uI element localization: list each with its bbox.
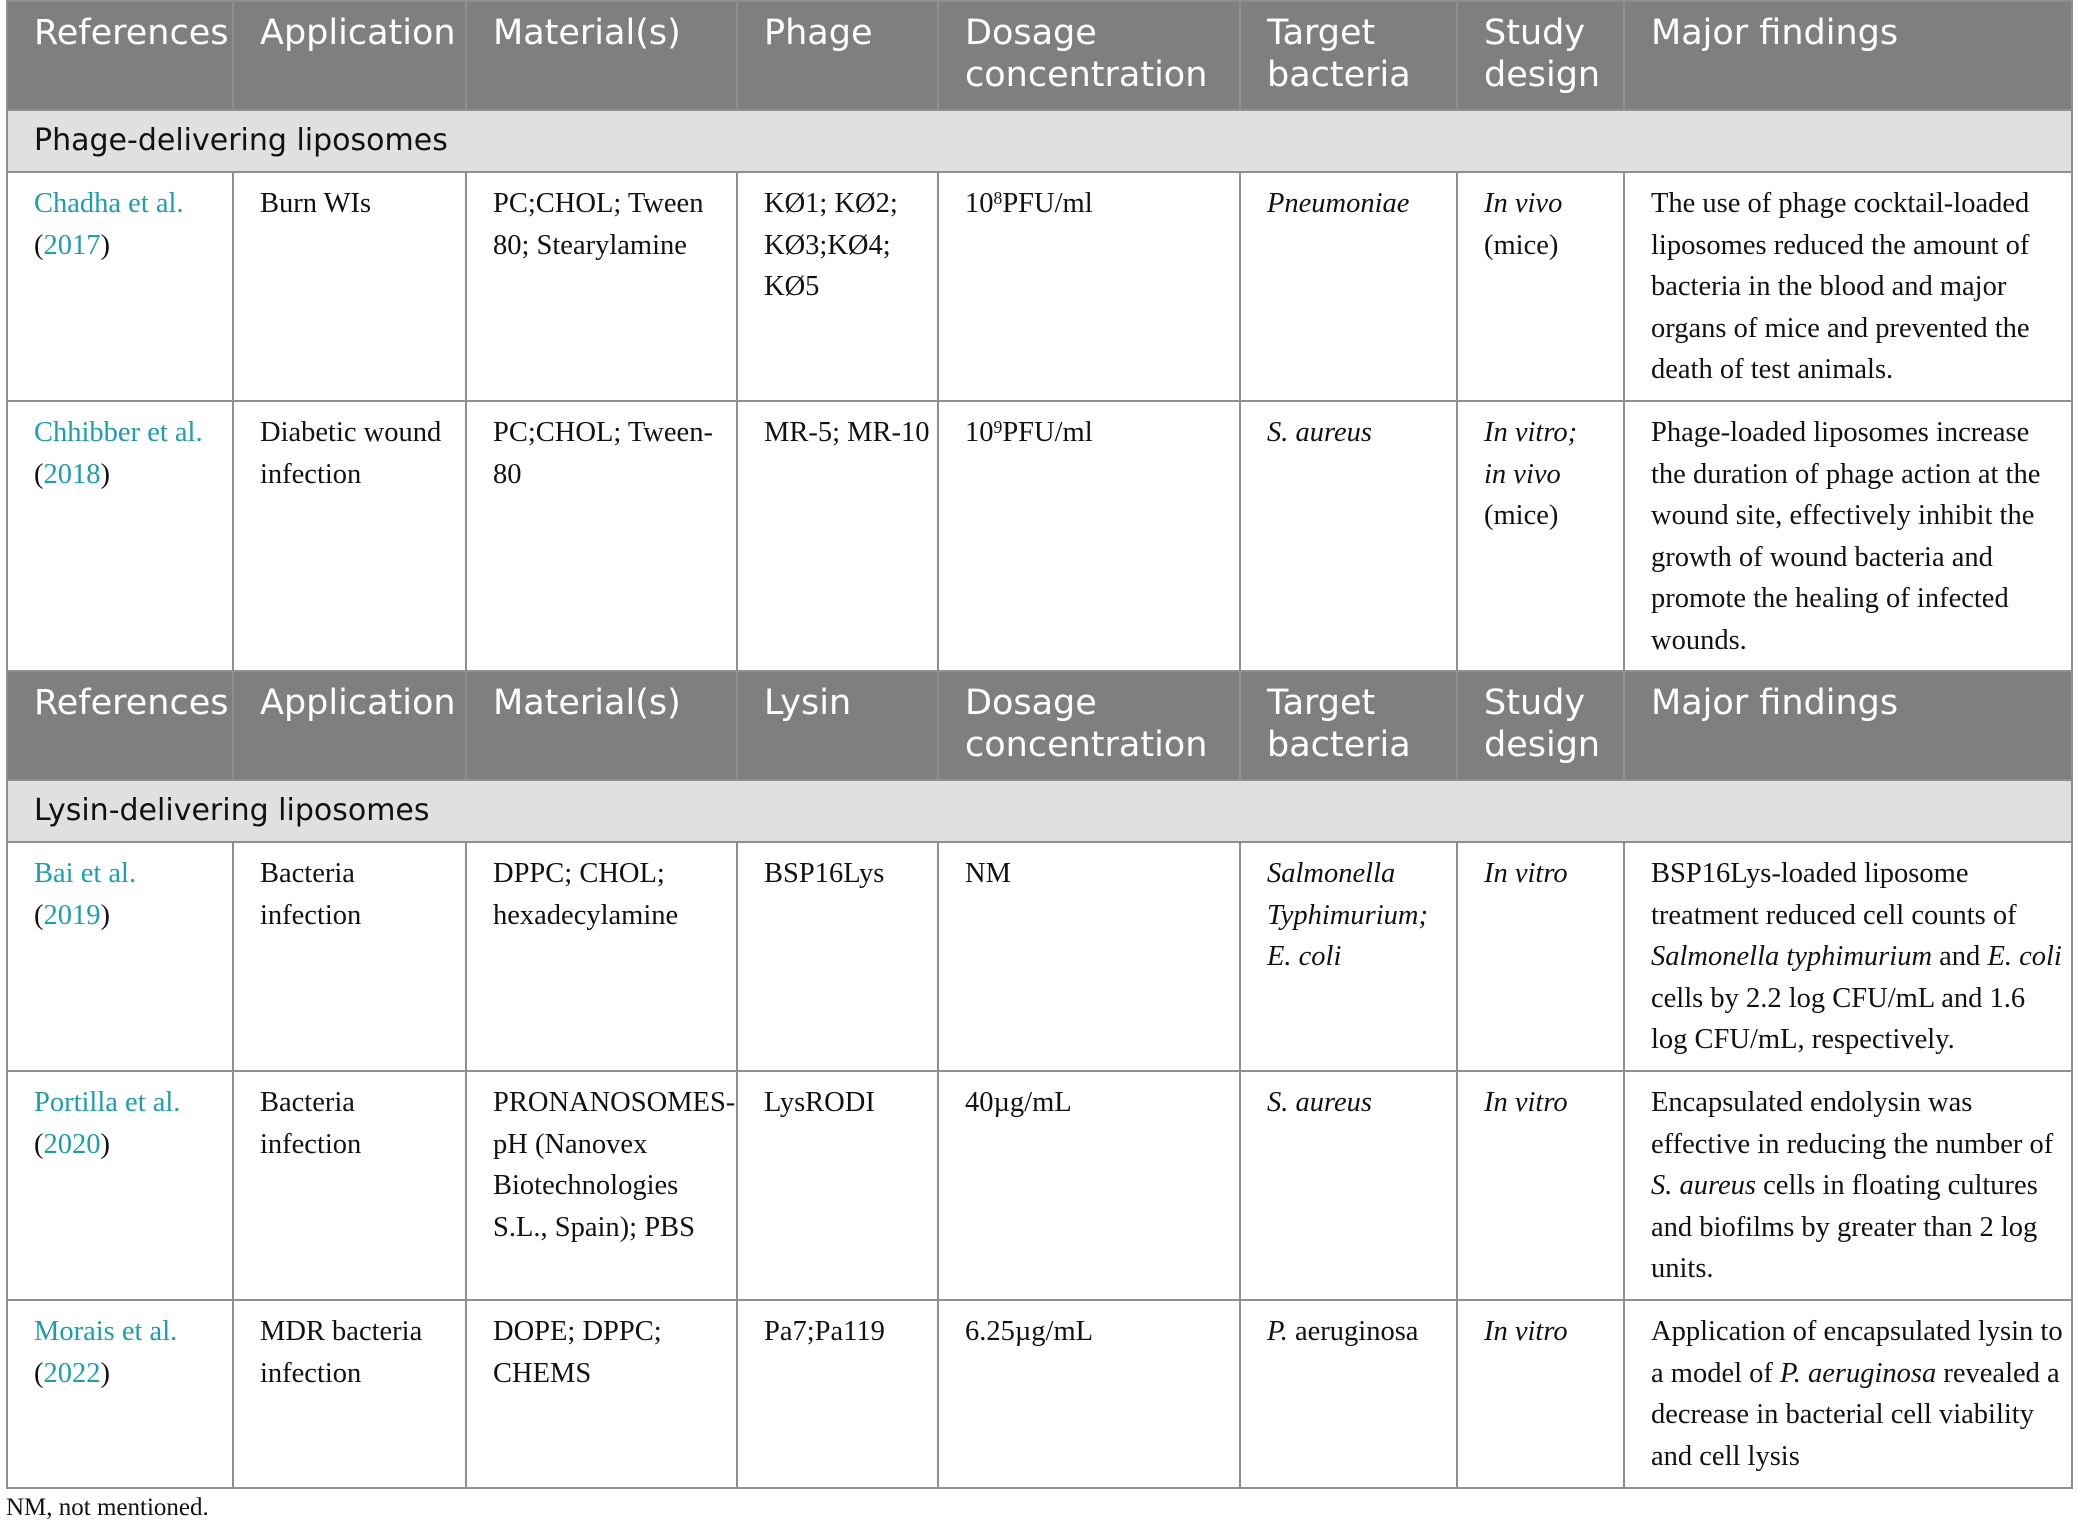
lysin-cell: LysRODI xyxy=(737,1071,938,1300)
reference-cell[interactable]: Chadha et al. (2017) xyxy=(7,172,233,401)
header-application: Application xyxy=(233,671,466,780)
target-cell: P. aeruginosa xyxy=(1240,1300,1457,1488)
table-row xyxy=(7,1300,2072,1488)
header-application: Application xyxy=(233,1,466,110)
table-row xyxy=(7,1071,2072,1300)
header-phage: Phage xyxy=(737,1,938,110)
target-cell: Salmonella Typhimurium; E. coli xyxy=(1240,842,1457,1071)
header-references: References xyxy=(7,1,233,110)
design-cell: In vivo (mice) xyxy=(1457,172,1624,401)
findings-cell: Encapsulated endolysin was effective in reducing the number of S. aureus cells in floating cultures and biofilms by greater than 2 log units. xyxy=(1624,1071,2072,1300)
header-row-lysin xyxy=(7,671,2072,780)
reference-year-link[interactable]: 2018 xyxy=(43,458,101,490)
header-dosage: Dosage concentration xyxy=(938,671,1240,780)
header-target: Target bacteria xyxy=(1240,671,1457,780)
header-references: References xyxy=(7,671,233,780)
reference-link[interactable]: Chhibber et al. xyxy=(34,417,203,448)
reference-link[interactable]: Portilla et al. xyxy=(34,1087,181,1118)
design-cell: In vitro xyxy=(1457,1300,1624,1488)
reference-cell[interactable]: Portilla et al. (2020) xyxy=(7,1071,233,1300)
application-cell: Bacteria infection xyxy=(233,842,466,1071)
reference-link[interactable]: Bai et al. xyxy=(34,858,137,889)
reference-year-link[interactable]: 2020 xyxy=(43,1128,101,1160)
header-dosage: Dosage concentration xyxy=(938,1,1240,110)
reference-cell[interactable]: Morais et al. (2022) xyxy=(7,1300,233,1488)
reference-link[interactable]: Chadha et al. xyxy=(34,188,184,219)
findings-cell: Application of encapsulated lysin to a model of P. aeruginosa revealed a decrease in bacterial cell viability and cell lysis xyxy=(1624,1300,2072,1488)
table-footnote: NM, not mentioned. xyxy=(6,1494,209,1521)
header-row-phage xyxy=(7,1,2072,110)
header-materials: Material(s) xyxy=(466,671,737,780)
header-materials: Material(s) xyxy=(466,1,737,110)
header-target: Target bacteria xyxy=(1240,1,1457,110)
dosage-cell: 40µg/mL xyxy=(938,1071,1240,1300)
phage-cell: MR-5; MR-10 xyxy=(737,401,938,671)
target-cell: Pneumoniae xyxy=(1240,172,1457,401)
reference-year-link[interactable]: 2019 xyxy=(43,899,101,931)
design-cell: In vitro xyxy=(1457,1071,1624,1300)
header-findings: Major findings xyxy=(1624,671,2072,780)
materials-cell: DPPC; CHOL; hexadecylamine xyxy=(466,842,737,1071)
findings-cell: Phage-loaded liposomes increase the duration of phage action at the wound site, effectively inhibit the growth of wound bacteria and promote the healing of infected wounds. xyxy=(1624,401,2072,671)
section-row-lysin xyxy=(7,780,2072,842)
target-cell: S. aureus xyxy=(1240,401,1457,671)
table-row xyxy=(7,172,2072,401)
header-design: Study design xyxy=(1457,671,1624,780)
header-lysin: Lysin xyxy=(737,671,938,780)
dosage-cell: 6.25µg/mL xyxy=(938,1300,1240,1488)
materials-cell: DOPE; DPPC; CHEMS xyxy=(466,1300,737,1488)
design-cell: In vitro xyxy=(1457,842,1624,1071)
reference-link[interactable]: Morais et al. xyxy=(34,1316,178,1347)
application-cell: MDR bacteria infection xyxy=(233,1300,466,1488)
section-row-phage xyxy=(7,110,2072,172)
reference-year-link[interactable]: 2017 xyxy=(43,229,101,261)
dosage-cell: $10^8PFU/ml$ xyxy=(938,172,1240,401)
reference-cell[interactable]: Chhibber et al. (2018) xyxy=(7,401,233,671)
header-design: Study design xyxy=(1457,1,1624,110)
header-findings: Major findings xyxy=(1624,1,2072,110)
application-cell: Diabetic wound infection xyxy=(233,401,466,671)
reference-year-link[interactable]: 2022 xyxy=(43,1357,101,1389)
lysin-cell: Pa7;Pa119 xyxy=(737,1300,938,1488)
section-title: Phage-delivering liposomes xyxy=(7,110,2072,172)
findings-cell: The use of phage cocktail-loaded liposomes reduced the amount of bacteria in the blood and major organs of mice and prevented the death of test animals. xyxy=(1624,172,2072,401)
table-row xyxy=(7,401,2072,671)
materials-cell: PC;CHOL; Tween-80 xyxy=(466,401,737,671)
dosage-cell: NM xyxy=(938,842,1240,1071)
application-cell: Burn WIs xyxy=(233,172,466,401)
section-title: Lysin-delivering liposomes xyxy=(7,780,2072,842)
lysin-cell: BSP16Lys xyxy=(737,842,938,1071)
reference-cell[interactable]: Bai et al. (2019) xyxy=(7,842,233,1071)
phage-cell: KØ1; KØ2; KØ3;KØ4; KØ5 xyxy=(737,172,938,401)
target-cell: S. aureus xyxy=(1240,1071,1457,1300)
dosage-cell: $10^9PFU/ml$ xyxy=(938,401,1240,671)
application-cell: Bacteria infection xyxy=(233,1071,466,1300)
materials-cell: PRONANOSOMES-pH (Nanovex Biotechnologies S.L., Spain); PBS xyxy=(466,1071,737,1300)
materials-cell: PC;CHOL; Tween 80; Stearylamine xyxy=(466,172,737,401)
references-table xyxy=(6,0,2071,1489)
design-cell: In vitro; in vivo (mice) xyxy=(1457,401,1624,671)
table-row xyxy=(7,842,2072,1071)
findings-cell: BSP16Lys-loaded liposome treatment reduced cell counts of Salmonella typhimurium and E. coli cells by 2.2 log CFU/mL and 1.6 log CFU/mL, respectively. xyxy=(1624,842,2072,1071)
